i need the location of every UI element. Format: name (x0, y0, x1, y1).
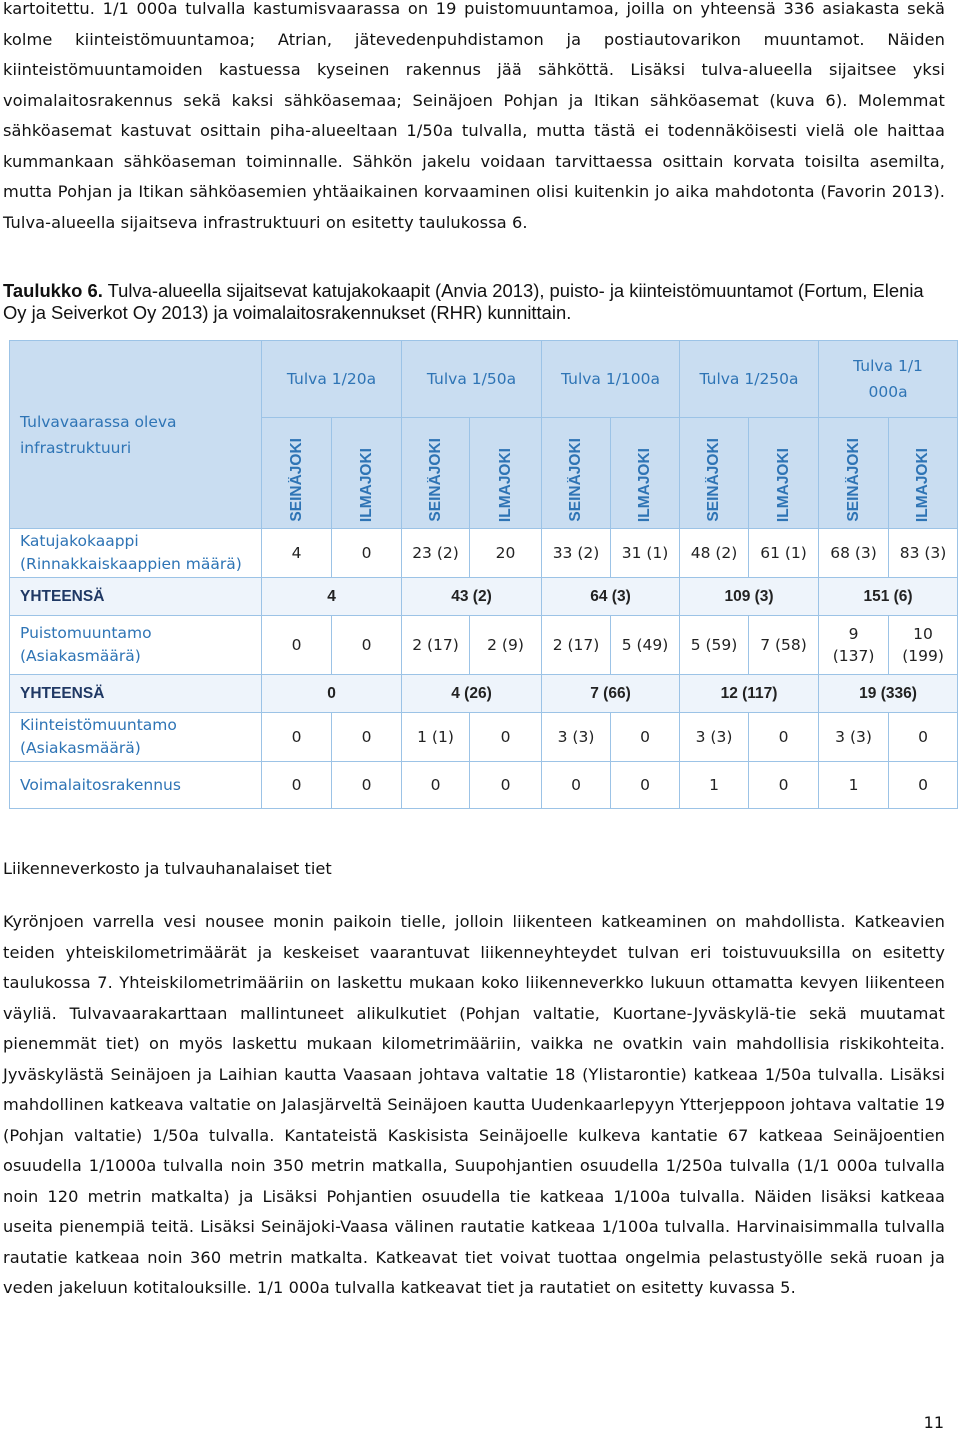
table-cell: 3 (3) (819, 713, 889, 762)
table-cell: 5 (49) (611, 616, 680, 675)
table-cell: 23 (2) (402, 529, 470, 578)
sub-header (262, 418, 332, 529)
body-paragraph-1: kartoitettu. 1/1 000a tulvalla kastumisvaarassa on 19 puistomuuntamoa, joilla on yhteensä 336 asiakasta sekä kolme kiinteistömuuntamoa; Atrian, jätevedenpuhdistamon ja postiautovarikon muuntamot. Näiden kiinteistömuuntamoiden kastuessa kyseinen rakennus jää sähköttä. Lisäksi tulva-alueella sijaitsee yksi voimalaitosrakennus sekä kaksi sähköasemaa; Seinäjoen Pohjan ja Itikan sähköasemat (kuva 6). Molemmat sähköasemat kastuvat osittain piha-alueeltaan 1/50a tulvalla, mutta tästä ei todennäköisesti vielä ole haittaa kummankaan sähköaseman toiminnalle. Sähkön jakelu voidaan tarvittaessa osittain korvata toisilta asemilta, mutta Pohjan ja Itikan sähköasemien yhtäaikainen korvaaminen olisi kuitenkin jo aika mahdotonta (Favorin 2013). Tulva-alueella sijaitseva infrastruktuuri on esitetty taulukossa 6. (3, 0, 945, 232)
row-label (10, 616, 262, 675)
table-cell-total: 19 (336) (819, 675, 958, 713)
table-cell: 1 (819, 762, 889, 809)
table-cell: 31 (1) (611, 529, 680, 578)
sub-header (402, 418, 470, 529)
table-cell: 0 (470, 713, 542, 762)
row-label: Voimalaitosrakennus (10, 762, 262, 809)
table-cell: 0 (262, 762, 332, 809)
table-cell: 1 (680, 762, 749, 809)
sub-header-label: ILMAJOKI (914, 447, 932, 522)
table-caption-text: Tulva-alueella sijaitsevat katujakokaapit (Anvia 2013), puisto- ja kiinteistömuuntamot (Fortum, Elenia Oy ja Seiverkot Oy 2013) ja voimalaitosrakennukset (RHR) kunnittain. (3, 280, 924, 323)
sub-header (749, 418, 819, 529)
table-cell: 0 (611, 762, 680, 809)
table-cell-value-sub: (137) (832, 647, 875, 665)
sub-header (332, 418, 402, 529)
table-cell: 0 (262, 616, 332, 675)
table-cell: 7 (58) (749, 616, 819, 675)
table-cell: 48 (2) (680, 529, 749, 578)
group-header-1-1000a-text: Tulva 1/1 000a (853, 357, 923, 401)
group-header-1-20a: Tulva 1/20a (262, 341, 402, 418)
table-row-voimalaitosrakennus (10, 762, 958, 809)
table-cell: 0 (332, 713, 402, 762)
table-row-total-katujakokaappi (10, 578, 958, 616)
row-label-sub: (Asiakasmäärä) (20, 647, 141, 665)
sub-header-label: SEINÄJOKI (287, 438, 305, 522)
table-cell: 2 (17) (402, 616, 470, 675)
table-cell: 20 (470, 529, 542, 578)
sub-header (611, 418, 680, 529)
row-label-main: Katujakokaappi (20, 532, 139, 550)
table-cell: 0 (542, 762, 611, 809)
sub-header-label: ILMAJOKI (774, 447, 792, 522)
sub-header-label: SEINÄJOKI (705, 438, 723, 522)
table-cell-total: 151 (6) (819, 578, 958, 616)
table-cell: 33 (2) (542, 529, 611, 578)
infrastructure-table (9, 340, 957, 809)
table-cell-total: 4 (262, 578, 402, 616)
row-label-main: Puistomuuntamo (20, 624, 152, 642)
sub-header (680, 418, 749, 529)
table-cell-total: 64 (3) (542, 578, 680, 616)
table-cell: 3 (3) (680, 713, 749, 762)
group-header-1-50a: Tulva 1/50a (402, 341, 542, 418)
table-cell: 83 (3) (889, 529, 958, 578)
table-cell: 0 (470, 762, 542, 809)
table-row-kiinteistomuuntamo (10, 713, 958, 762)
group-header-1-250a: Tulva 1/250a (680, 341, 819, 418)
table-cell-total: 43 (2) (402, 578, 542, 616)
sub-header-label: SEINÄJOKI (844, 438, 862, 522)
sub-header-label: SEINÄJOKI (567, 438, 584, 522)
row-label-total: YHTEENSÄ (10, 578, 262, 616)
table-cell-total: 4 (26) (402, 675, 542, 713)
page-number: 11 (923, 1413, 944, 1432)
table-cell-value-sub: (199) (902, 647, 944, 665)
row-label-main: Kiinteistömuuntamo (20, 716, 177, 734)
table-cell: 0 (889, 762, 958, 809)
sub-header (819, 418, 889, 529)
row-label-sub: (Asiakasmäärä) (20, 739, 141, 757)
sub-header (542, 418, 611, 529)
table-cell: 0 (749, 713, 819, 762)
sub-header (470, 418, 542, 529)
table-cell: 2 (9) (470, 616, 542, 675)
table-cell: 68 (3) (819, 529, 889, 578)
table-cell: 0 (889, 713, 958, 762)
table-cell: 61 (1) (749, 529, 819, 578)
table-caption-label: Taulukko 6. (3, 280, 103, 301)
group-header-1-1000a (819, 341, 958, 418)
table-cell: 3 (3) (542, 713, 611, 762)
table-cell-total: 12 (117) (680, 675, 819, 713)
row-label-total: YHTEENSÄ (10, 675, 262, 713)
table-corner-header: Tulvavaarassa oleva infrastruktuuri (10, 341, 262, 529)
sub-header (889, 418, 958, 529)
sub-header-label: ILMAJOKI (357, 447, 375, 522)
table-cell: 0 (262, 713, 332, 762)
table-row-puistomuuntamo (10, 616, 958, 675)
table-cell-value: 10 (913, 625, 933, 643)
row-label (10, 529, 262, 578)
row-label (10, 713, 262, 762)
sub-header-label: ILMAJOKI (496, 447, 514, 522)
table-cell: 4 (262, 529, 332, 578)
table-cell-value: 9 (848, 625, 859, 643)
table-cell: 0 (332, 616, 402, 675)
row-label-sub: (Rinnakkaiskaappien määrä) (20, 555, 242, 573)
table-cell: 0 (749, 762, 819, 809)
table-cell-total: 7 (66) (542, 675, 680, 713)
table-cell-total: 109 (3) (680, 578, 819, 616)
sub-header-label: ILMAJOKI (636, 447, 653, 522)
group-header-1-100a: Tulva 1/100a (542, 341, 680, 418)
section-heading: Liikenneverkosto ja tulvauhanalaiset tiet (3, 859, 332, 878)
table-cell: 1 (1) (402, 713, 470, 762)
table-cell: 0 (332, 762, 402, 809)
table-cell: 2 (17) (542, 616, 611, 675)
table-cell: 0 (402, 762, 470, 809)
table-cell: 0 (611, 713, 680, 762)
table-cell (889, 616, 958, 675)
table-cell: 5 (59) (680, 616, 749, 675)
table-row-total-puistomuuntamo (10, 675, 958, 713)
table-cell-total: 0 (262, 675, 402, 713)
table-cell (819, 616, 889, 675)
body-paragraph-2: Kyrönjoen varrella vesi nousee monin paikoin tielle, jolloin liikenteen katkeaminen on mahdollista. Katkeavien teiden yhteiskilometrimäärät ja keskeiset vaarantuvat liikenneyhteydet tulvan eri toistuvuuksilla on esitetty taulukossa 7. Yhteiskilometrimääriin on laskettu mukaan koko liikenneverkko lukuun ottamatta kevyen liikenteen väyliä. Tulvavaarakarttaan mallintuneet alikulkutiet (Pohjan valtatie, Kuortane-Jyväskylä-tie sekä muutamat pienemmät tiet) on myös laskettu mukaan kilometrimääriin, vaikka ne ovatkin vain mahdollisia riskikohteita. Jyväskylästä Seinäjoen ja Laihian kautta Vaasaan johtava valtatie 18 (Ylistarontie) katkeaa 1/50a tulvalla. Lisäksi mahdollinen katkeava valtatie on Jalasjärveltä Seinäjoen kautta Uudenkaarlepyyn Ytterjeppoon johtava valtatie 19 (Pohjan valtatie) 1/50a tulvalla. Kantateistä Kaskisista Seinäjoelle kulkeva kantatie 67 katkeaa Seinäjoentien osuudella 1/1000a tulvalla noin 350 metrin matkalla, Suupohjantien osuudella 1/250a tulvalla (1/1 000a tulvalla noin 120 metrin matkalta) ja Lisäksi Pohjantien osuudella tie katkeaa 1/100a tulvalla. Näiden lisäksi katkeaa useita pienempiä teitä. Lisäksi Seinäjoki-Vaasa välinen rautatie katkeaa 1/100a tulvalla. Harvinaisimmalla tulvalla rautatie katkeaa noin 360 metrin matkalta. Katkeavat tiet voivat tuottaa ongelmia pelastustyölle sekä ruoan ja veden jakeluun kotitalouksille. 1/1 000a tulvalla katkeavat tiet ja rautatiet on esitetty kuvassa 5. (3, 912, 945, 1297)
table-cell: 0 (332, 529, 402, 578)
table-row-katujakokaappi (10, 529, 958, 578)
table-caption (3, 280, 945, 324)
sub-header-label: SEINÄJOKI (426, 438, 444, 522)
